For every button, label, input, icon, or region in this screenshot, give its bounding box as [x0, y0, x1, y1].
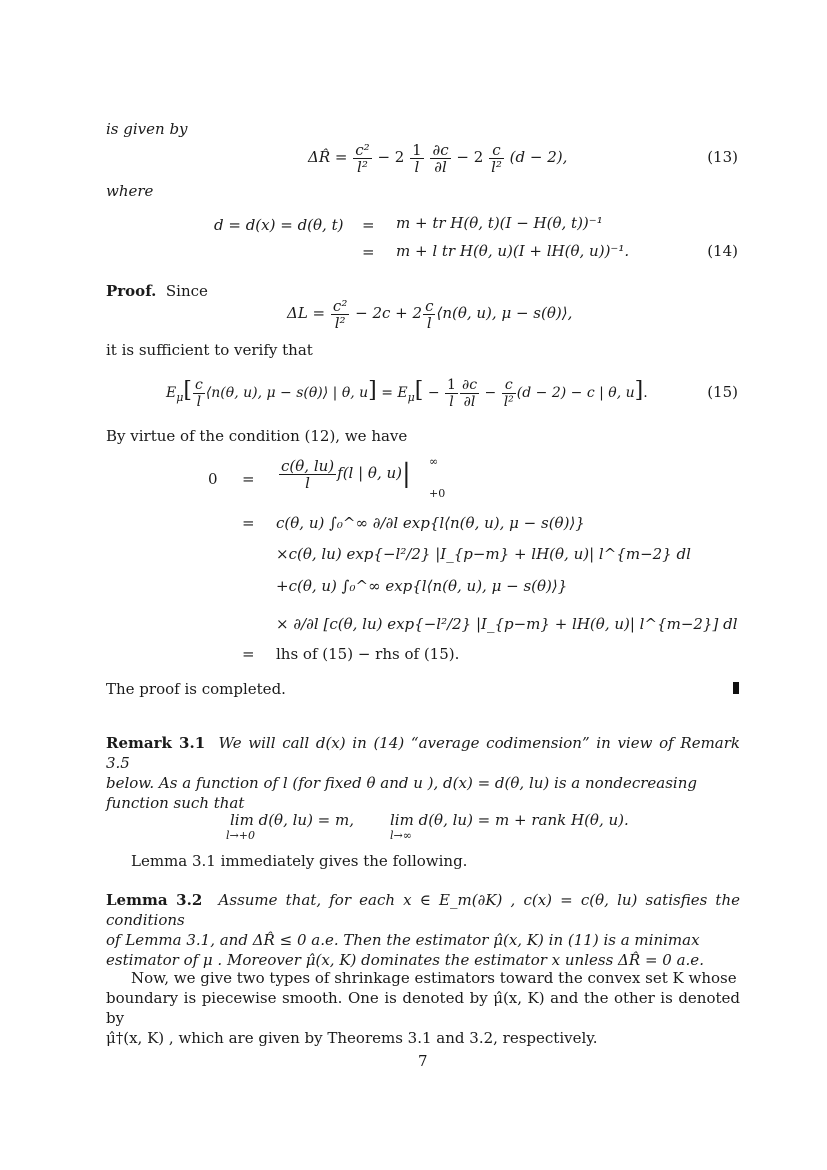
eq14-line1-rhs: m + tr H(θ, t)(I − H(θ, t))⁻¹ [396, 214, 603, 232]
proof-completed-text: The proof is completed. [106, 680, 286, 698]
qed-mark [733, 682, 739, 694]
derivation-limit-top: ∞ [429, 455, 439, 468]
equation-15: $E_\mu$[ $\frac{c}{l}$ ⟨n(θ, u), μ − s(θ)⟩ | θ, $u] = E_\mu$[ − $\frac{1}{l}$ $\frac{\partial c}{\partial l}$ − $\frac{c}{\text{l²}}$ (d − 2) − c | θ, u]. [166, 376, 648, 410]
page-number: 7 [418, 1052, 428, 1070]
limit-left: lim d(θ, lu) = m, [230, 811, 355, 829]
equation-delta-l: ΔL = $\frac{\text{c²}}{\text{l²}}$ − 2c + 2 $\frac{c}{l}$ ⟨n(θ, u), μ − s(θ)⟩, [287, 296, 573, 332]
limit-right: lim d(θ, lu) = m + rank H(θ, u). [390, 811, 629, 829]
intro-text: is given by [106, 120, 188, 138]
eq15-number: (15) [707, 383, 738, 401]
eq13-lhs: ΔR̂ = [308, 148, 348, 166]
limit-left-sub: l→+0 [226, 829, 255, 842]
eq14-eq1: = [362, 216, 375, 234]
derivation-row5: × ∂/∂l [c(θ, lu) exp{−l²/2} |I_{p−m} + lH(θ, u)| l^{m−2}] dl [276, 615, 738, 633]
derivation-eq1: = [242, 470, 255, 488]
final-paragraph: Now, we give two types of shrinkage estimators toward the convex set K whose boundary is piecewise smooth. One is denoted by μ̂(x, K) and the other is denoted by μ̂†(x, K) , which are given by Theorems 3.1 and 3.2, respectively. [106, 969, 740, 1047]
derivation-eq2: = [242, 514, 255, 532]
derivation-row3: ×c(θ, lu) exp{−l²/2} |I_{p−m} + lH(θ, u)| l^{m−2} dl [276, 545, 691, 563]
derivation-row2: c(θ, u) ∫₀^∞ ∂/∂l exp{l⟨n(θ, u), μ − s(θ)⟩} [276, 514, 585, 532]
equation-13: ΔR̂ = $\frac{\text{c²}}{\text{l²}}$ − 2 $\frac{1}{l}$ $\frac{\partial c}{\partial l}$ − 2 $\frac{c}{\text{l²}}$ (d − 2), [308, 140, 568, 176]
sufficient-text: it is sufficient to verify that [106, 341, 313, 359]
eq13-frac-c2-l2: $\frac{\text{c²}}{\text{l²}}$ [355, 140, 370, 176]
remark-3-1: Remark 3.1 We will call d(x) in (14) “average codimension” in view of Remark 3.5 below. As a function of l (for fixed θ and u ), d(x) = d(θ, lu) is a nondecreasing function such that [106, 734, 740, 812]
lemma-3-2: Lemma 3.2 Assume that, for each x ∈ E_m(∂K) , c(x) = c(θ, lu) satisfies the conditions of Lemma 3.1, and ΔR̂ ≤ 0 a.e. Then the estimator μ̂(x, K) in (11) is a minimax estimator of μ . Moreover μ̂(x, K) dominates the estimator x unless ΔR̂ = 0 a.e. [106, 891, 740, 969]
derivation-row6: lhs of (15) − rhs of (15). [276, 645, 460, 663]
proof-heading: Proof. Since [106, 282, 208, 300]
derivation-eq3: = [242, 645, 255, 663]
lemma-gives-text: Lemma 3.1 immediately gives the following. [131, 852, 468, 870]
derivation-row1: $\frac{c(\theta, lu)}{l}$ f(l | θ, u)| [281, 456, 411, 492]
eq13-number: (13) [707, 148, 738, 166]
derivation-row4: +c(θ, u) ∫₀^∞ exp{l⟨n(θ, u), μ − s(θ)⟩} [276, 577, 568, 595]
eq14-lhs: d = d(x) = d(θ, t) [214, 216, 344, 234]
eq14-line2-rhs: m + l tr H(θ, u)(I + lH(θ, u))⁻¹. [396, 242, 630, 260]
where-text: where [106, 182, 154, 200]
eq14-eq2: = [362, 243, 375, 261]
derivation-limit-bottom: +0 [429, 487, 446, 500]
by-virtue-text: By virtue of the condition (12), we have [106, 427, 408, 445]
derivation-zero: 0 [208, 470, 218, 488]
eq14-number: (14) [707, 242, 738, 260]
limit-right-sub: l→∞ [390, 829, 412, 842]
